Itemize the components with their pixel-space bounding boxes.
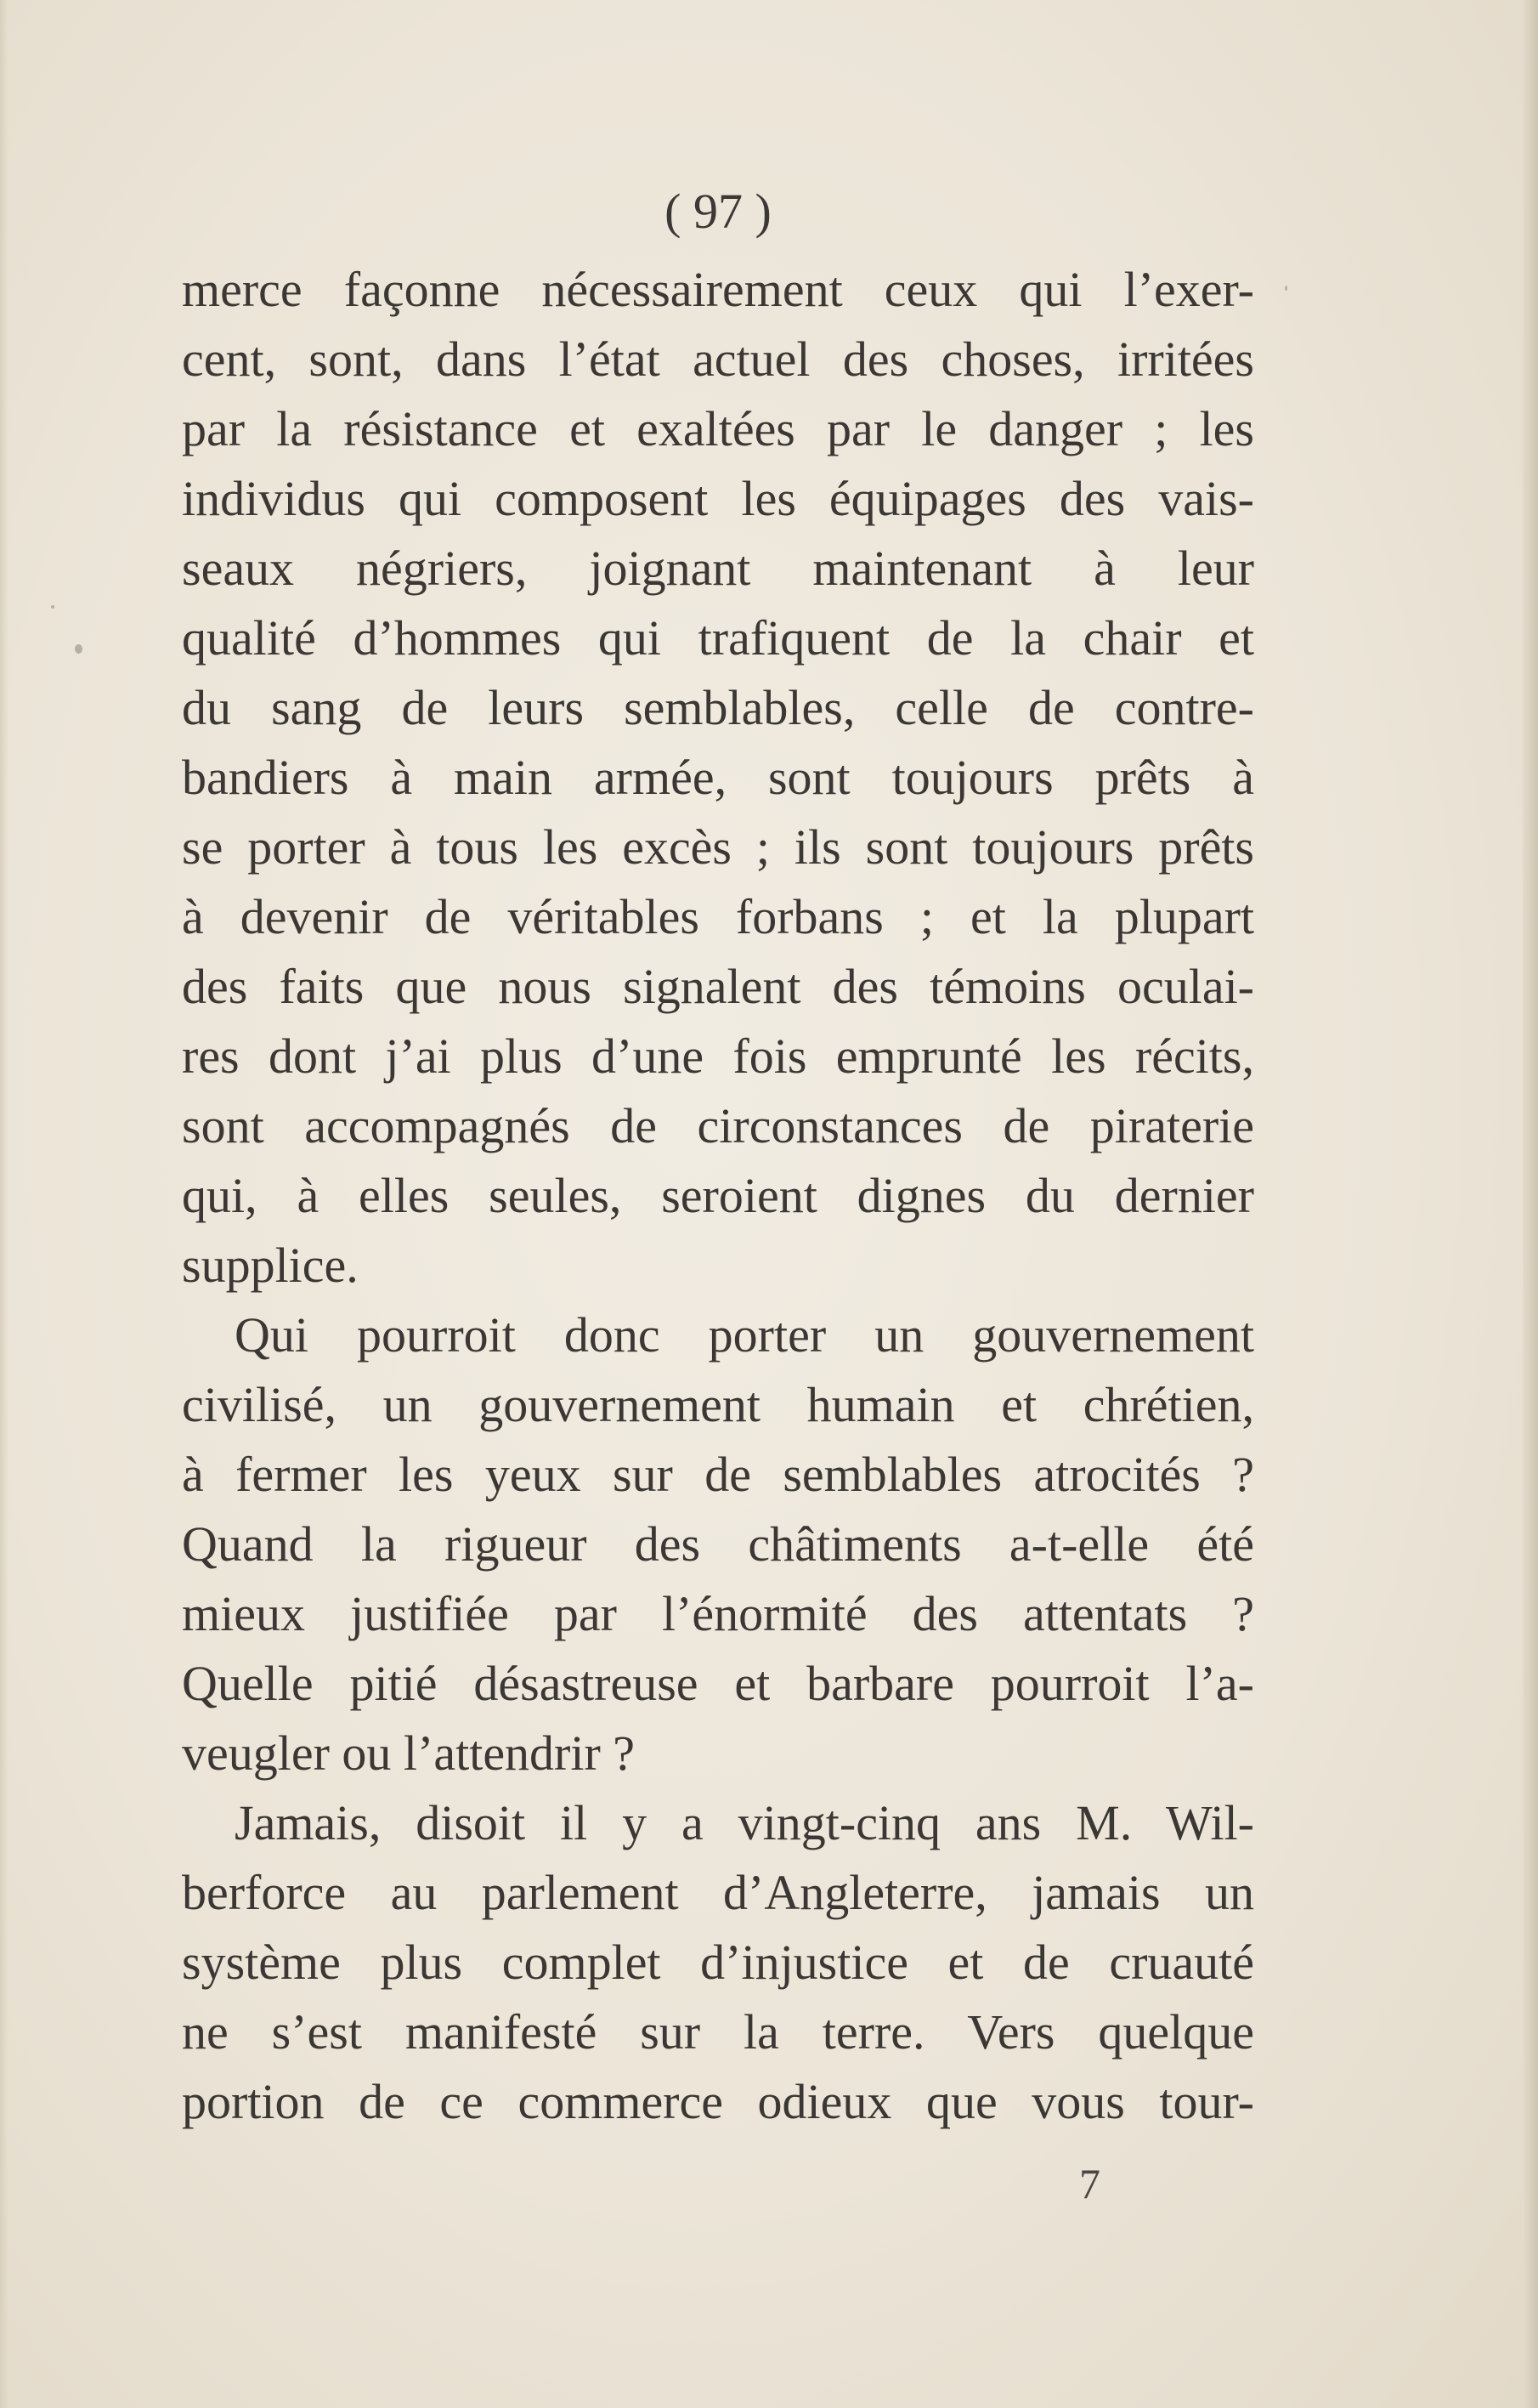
text-line: du sang de leurs semblables, celle de contre-: [182, 680, 1254, 735]
text-line: se porter à tous les excès ; ils sont toujours prêts: [182, 819, 1254, 875]
text-line: Quand la rigueur des châtiments a-t-elle été: [182, 1516, 1254, 1572]
text-line: à devenir de véritables forbans ; et la plupart: [182, 889, 1254, 944]
text-line: seaux négriers, joignant maintenant à leur: [182, 541, 1254, 596]
text-line: Jamais, disoit il y a vingt-cinq ans M. Wil-: [235, 1795, 1254, 1850]
text-line: des faits que nous signalent des témoins oculai-: [182, 959, 1254, 1014]
text-line: berforce au parlement d’Angleterre, jamais un: [182, 1865, 1254, 1920]
page-left-edge: [0, 0, 8, 2408]
text-line: Quelle pitié désastreuse et barbare pourroit l’a-: [182, 1656, 1254, 1711]
text-line: à fermer les yeux sur de semblables atrocités ?: [182, 1447, 1254, 1502]
body-text: [182, 255, 1254, 2137]
paper-speck: [51, 605, 54, 609]
signature-mark: 7: [1079, 2160, 1100, 2207]
text-line: système plus complet d’injustice et de cruauté: [182, 1935, 1254, 1990]
text-line: portion de ce commerce odieux que vous tour-: [182, 2074, 1254, 2129]
text-line: par la résistance et exaltées par le danger ; les: [182, 401, 1254, 456]
text-line: bandiers à main armée, sont toujours prêts à: [182, 750, 1254, 805]
text-line: sont accompagnés de circonstances de piraterie: [182, 1098, 1254, 1153]
page-right-edge: [1523, 0, 1538, 2408]
text-line: individus qui composent les équipages des vais-: [182, 471, 1254, 526]
text-line: res dont j’ai plus d’une fois emprunté les récits,: [182, 1028, 1254, 1084]
text-line: merce façonne nécessairement ceux qui l’exer-: [182, 262, 1254, 317]
text-line: supplice.: [182, 1238, 359, 1293]
paper-speck: [75, 644, 82, 654]
text-line: Qui pourroit donc porter un gouvernement: [235, 1307, 1254, 1363]
text-line: qualité d’hommes qui trafiquent de la chair et: [182, 610, 1254, 666]
text-line: qui, à elles seules, seroient dignes du dernier: [182, 1168, 1254, 1223]
text-line: veugler ou l’attendrir ?: [182, 1725, 636, 1781]
text-line: civilisé, un gouvernement humain et chrétien,: [182, 1377, 1254, 1432]
text-line: mieux justifiée par l’énormité des attentats ?: [182, 1586, 1254, 1641]
paper-speck: [1285, 286, 1287, 291]
text-line: cent, sont, dans l’état actuel des choses, irritées: [182, 331, 1254, 387]
text-line: ne s’est manifesté sur la terre. Vers quelque: [182, 2004, 1254, 2060]
page-number: ( 97 ): [664, 184, 772, 239]
